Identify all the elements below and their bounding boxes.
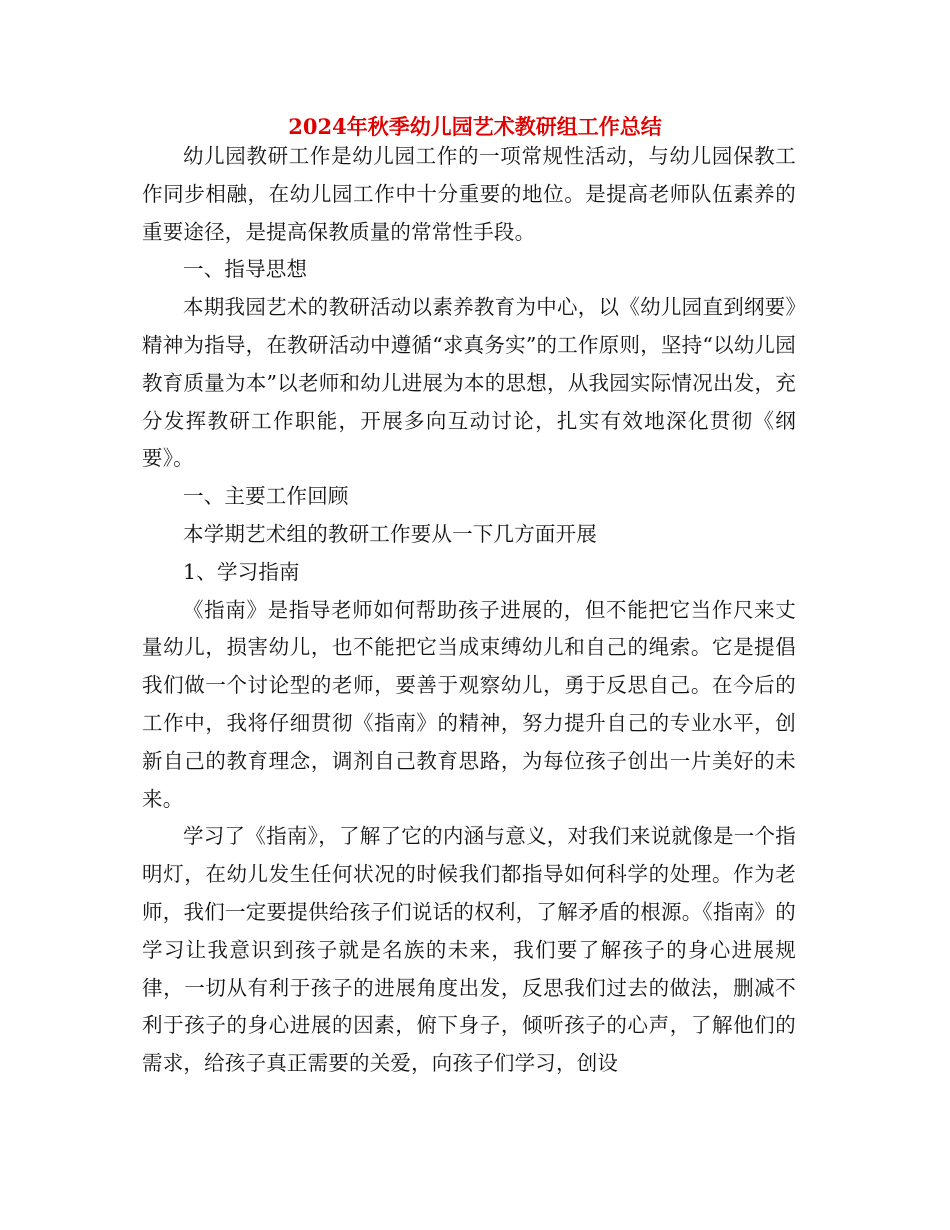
paragraph-guide-reflection: 学习了《指南》，了解了它的内涵与意义，对我们来说就像是一个指明灯，在幼儿发生任何状况的时候我们都指导如何科学的处理。作为老师，我们一定要提供给孩子们说话的权利，了解矛盾的根源。《指南》的学习让我意识到孩子就是名族的未来，我们要了解孩子的身心进展规律，一切从有利于孩子的进展角度出发，反思我们过去的做法，删减不利于孩子的身心进展的因素，俯下身子，倾听孩子的心声，了解他们的需求，给孩子真正需要的关爱，向孩子们学习，创设 — [142, 824, 796, 1076]
paragraph-main-review: 本学期艺术组的教研工作要从一下几方面开展 — [183, 521, 597, 546]
paragraph-intro: 幼儿园教研工作是幼儿园工作的一项常规性活动，与幼儿园保教工作同步相融，在幼儿园工作中十分重要的地位。是提高老师队伍素养的重要途径，是提高保教质量的常常性手段。 — [142, 144, 796, 244]
document-title: 2024年秋季幼儿园艺术教研组工作总结 — [288, 114, 662, 139]
heading-guiding-thought: 一、指导思想 — [183, 257, 308, 282]
document-body — [142, 138, 796, 1083]
heading-study-guide: 1、学习指南 — [183, 559, 300, 584]
paragraph-guide-purpose: 《指南》是指导老师如何帮助孩子进展的，但不能把它当作尺来丈量幼儿，损害幼儿，也不能把它当成束缚幼儿和自己的绳索。它是提倡我们做一个讨论型的老师，要善于观察幼儿，勇于反思自己。在今后的工作中，我将仔细贯彻《指南》的精神，努力提升自己的专业水平，创新自己的教育理念，调剂自己教育思路，为每位孩子创出一片美好的未来。 — [142, 597, 796, 811]
heading-main-review: 一、主要工作回顾 — [183, 484, 349, 509]
paragraph-guiding-thought: 本期我园艺术的教研活动以素养教育为中心，以《幼儿园直到纲要》精神为指导，在教研活动中遵循“求真务实”的工作原则，坚持“以幼儿园教育质量为本”以老师和幼儿进展为本的思想，从我园实际情况出发，充分发挥教研工作职能，开展多向互动讨论，扎实有效地深化贯彻《纲要》。 — [142, 295, 796, 471]
